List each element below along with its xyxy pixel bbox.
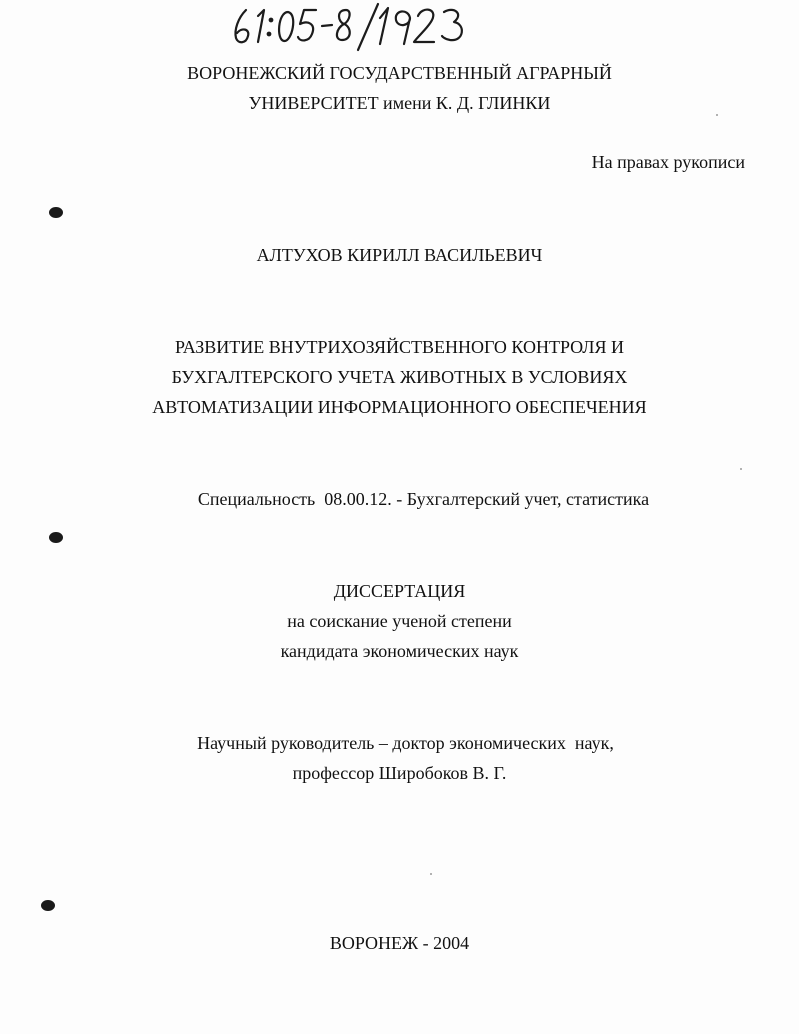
- punch-hole-mark: [49, 207, 63, 218]
- handwritten-archive-number: [228, 2, 498, 52]
- university-line-1: ВОРОНЕЖСКИЙ ГОСУДАРСТВЕННЫЙ АГРАРНЫЙ: [187, 63, 612, 83]
- rights-note: На правах рукописи: [591, 152, 745, 172]
- thesis-title-line-1: РАЗВИТИЕ ВНУТРИХОЗЯЙСТВЕННОГО КОНТРОЛЯ И: [175, 337, 624, 357]
- scan-speck: [430, 873, 432, 875]
- degree-line-2: кандидата экономических наук: [280, 641, 519, 661]
- punch-hole-mark: [41, 900, 55, 911]
- thesis-title-line-2: БУХГАЛТЕРСКОГО УЧЕТА ЖИВОТНЫХ В УСЛОВИЯХ: [171, 367, 628, 387]
- scan-speck: [740, 468, 742, 470]
- dissertation-heading: ДИССЕРТАЦИЯ: [333, 581, 466, 601]
- degree-line-1: на соискание ученой степени: [287, 611, 512, 631]
- specialty-line: Специальность 08.00.12. - Бухгалтерский учет, статистика: [197, 489, 650, 509]
- supervisor-line-2: профессор Широбоков В. Г.: [292, 763, 507, 783]
- author-name: АЛТУХОВ КИРИЛЛ ВАСИЛЬЕВИЧ: [256, 245, 543, 265]
- city-year: ВОРОНЕЖ - 2004: [329, 933, 470, 953]
- thesis-title-line-3: АВТОМАТИЗАЦИИ ИНФОРМАЦИОННОГО ОБЕСПЕЧЕНИЯ: [152, 397, 647, 417]
- handwriting-drawing: [228, 2, 498, 52]
- punch-hole-mark: [49, 532, 63, 543]
- supervisor-line-1: Научный руководитель – доктор экономических наук,: [197, 733, 614, 753]
- scan-speck: [716, 114, 718, 116]
- university-line-2: УНИВЕРСИТЕТ имени К. Д. ГЛИНКИ: [248, 93, 551, 113]
